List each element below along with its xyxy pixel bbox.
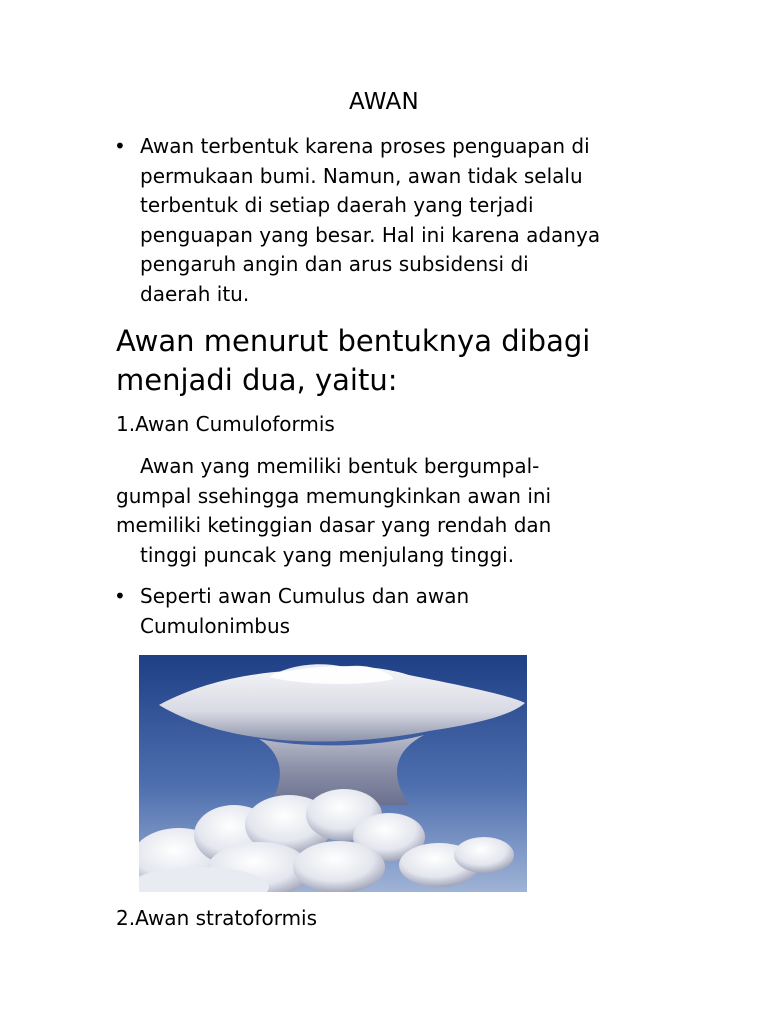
intro-line: Awan terbentuk karena proses penguapan di xyxy=(140,134,590,158)
example-line: Seperti awan Cumulus dan awan xyxy=(140,584,470,608)
section-heading xyxy=(116,322,590,399)
section-heading-line: Awan menurut bentuknya dibagi xyxy=(116,324,591,358)
intro-line: terbentuk di setiap daerah yang terjadi xyxy=(140,193,534,218)
intro-bullet-text xyxy=(140,132,700,310)
example-bullet-text xyxy=(140,582,700,641)
page-title: AWAN xyxy=(348,89,420,115)
example-line: Cumulonimbus xyxy=(140,613,291,638)
intro-line: permukaan bumi. Namun, awan tidak selalu xyxy=(140,163,583,188)
bullet-marker: • xyxy=(114,584,126,608)
intro-line: pengaruh angin dan arus subsidensi di xyxy=(140,252,529,277)
intro-line: daerah itu. xyxy=(140,281,250,306)
description-line: gumpal ssehingga memungkinkan awan ini xyxy=(116,483,552,508)
description-line: memiliki ketinggian dasar yang rendah dan xyxy=(116,513,552,538)
intro-line: penguapan yang besar. Hal ini karena adanya xyxy=(140,222,601,247)
item1-description xyxy=(116,452,716,570)
item2-label: 2.Awan stratoformis xyxy=(116,906,318,930)
cumulonimbus-photo xyxy=(139,655,527,892)
section-heading-line: menjadi dua, yaitu: xyxy=(116,362,398,397)
bullet-marker: • xyxy=(114,134,126,158)
description-line: Awan yang memiliki bentuk bergumpal- xyxy=(140,454,540,478)
item1-label: 1.Awan Cumuloformis xyxy=(116,412,335,436)
description-line: tinggi puncak yang menjulang tinggi. xyxy=(140,542,515,567)
